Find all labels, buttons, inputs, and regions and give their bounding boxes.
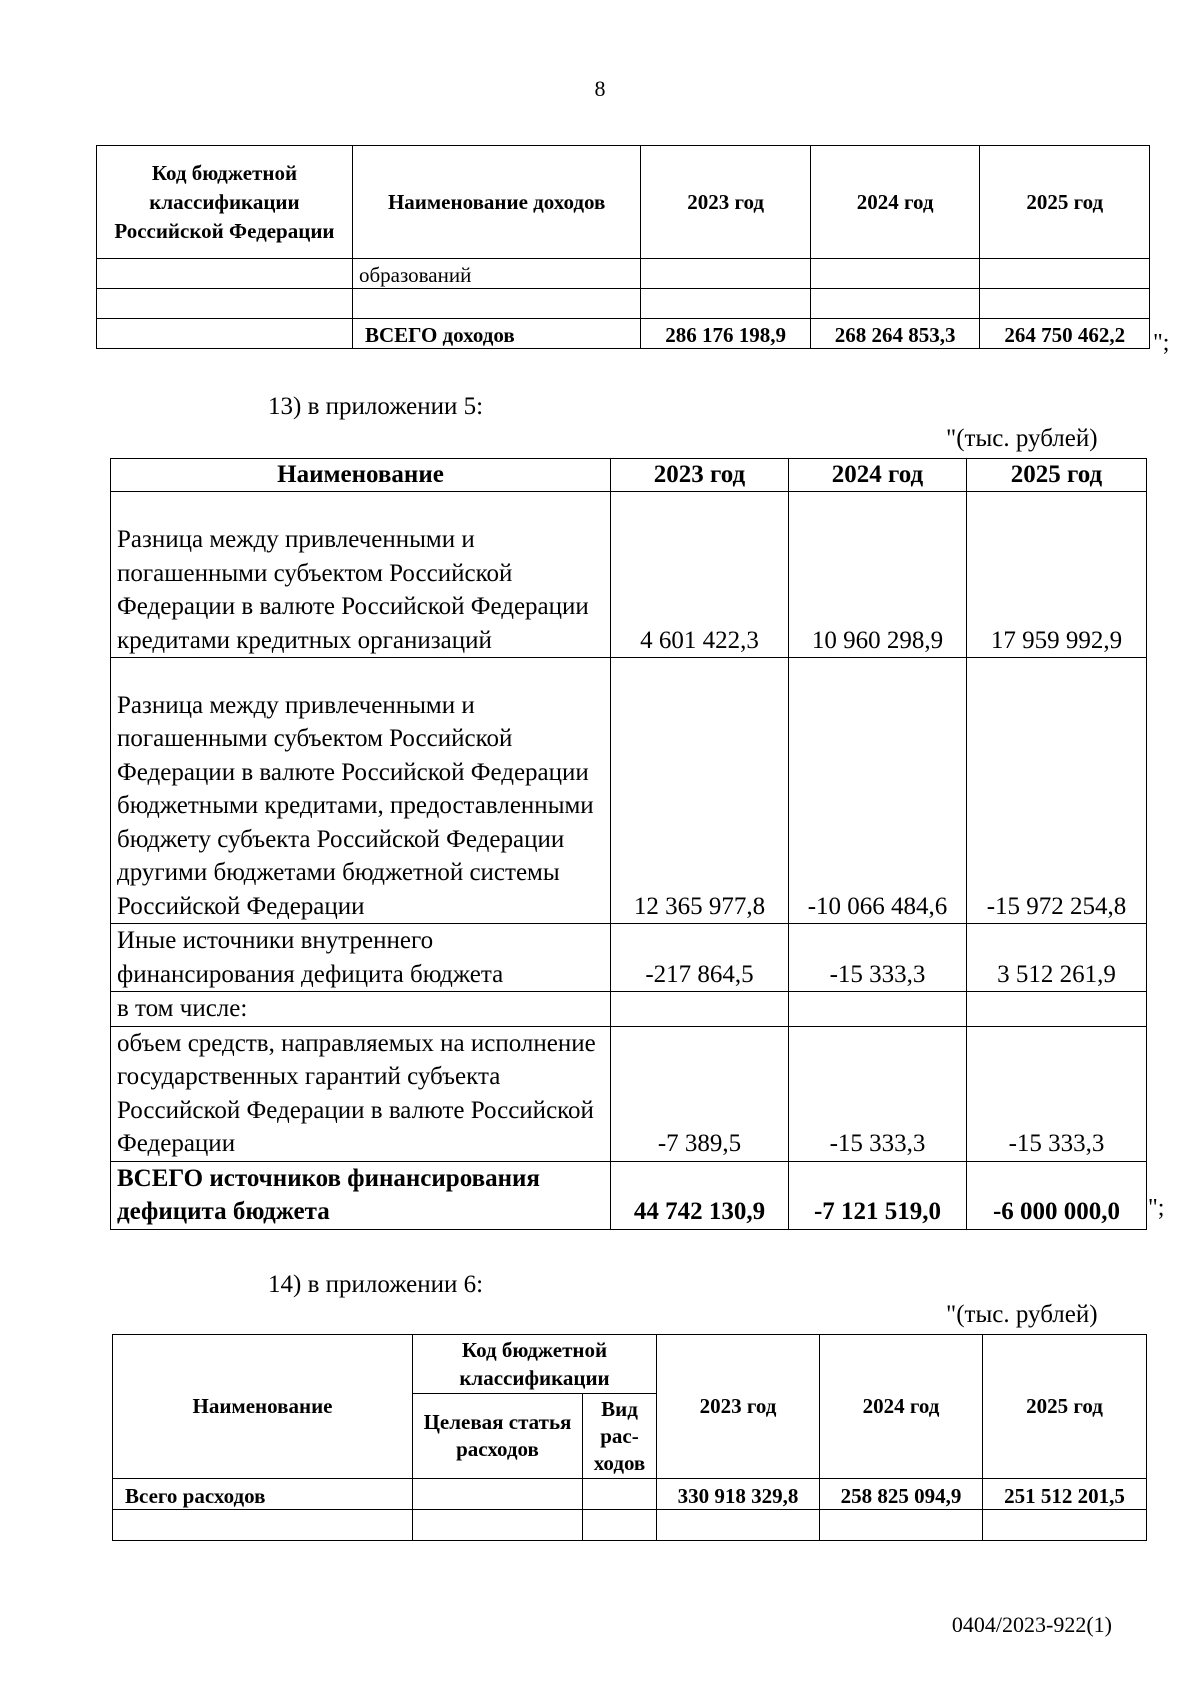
cell-name: Иные источники внутреннего финансирования дефицита бюджета xyxy=(111,924,611,992)
col-header-2025: 2025 год xyxy=(980,146,1150,259)
table-row xyxy=(97,289,1150,319)
cell-name: в том числе: xyxy=(111,992,611,1027)
col-header-2025: 2025 год xyxy=(983,1335,1147,1479)
total-label: ВСЕГО доходов xyxy=(352,319,640,349)
col-header-name: Наименование xyxy=(113,1335,413,1479)
cell-2023: -7 389,5 xyxy=(611,1026,789,1161)
cell-2025 xyxy=(980,289,1150,319)
cell-2024: -15 333,3 xyxy=(789,1026,967,1161)
expenses-table xyxy=(112,1334,1147,1541)
table-header-row xyxy=(97,146,1150,259)
cell-code xyxy=(97,319,353,349)
cell-empty xyxy=(820,1510,983,1541)
cell-empty xyxy=(983,1510,1147,1541)
col-header-2024: 2024 год xyxy=(789,459,967,492)
total-row xyxy=(113,1479,1147,1510)
section-13-unit: "(тыс. рублей) xyxy=(946,425,1098,452)
col-header-2023: 2023 год xyxy=(611,459,789,492)
cell-2025 xyxy=(967,992,1147,1027)
cell-2023: 4 601 422,3 xyxy=(611,492,789,658)
table-row xyxy=(111,658,1147,924)
revenue-table xyxy=(96,145,1150,349)
col-header-target: Целевая статья расходов xyxy=(413,1394,583,1479)
document-number: 0404/2023-922(1) xyxy=(951,1612,1112,1637)
col-header-2024: 2024 год xyxy=(810,146,980,259)
total-2025: -6 000 000,0 xyxy=(967,1161,1147,1229)
total-2023: 330 918 329,8 xyxy=(657,1479,820,1510)
total-target xyxy=(413,1479,583,1510)
table-row xyxy=(97,259,1150,289)
total-2024: -7 121 519,0 xyxy=(789,1161,967,1229)
total-2025: 251 512 201,5 xyxy=(983,1479,1147,1510)
cell-2024: -15 333,3 xyxy=(789,924,967,992)
total-row xyxy=(97,319,1150,349)
table-row xyxy=(111,1026,1147,1161)
page-number: 8 xyxy=(594,76,606,101)
cell-2025: -15 333,3 xyxy=(967,1026,1147,1161)
total-2024: 268 264 853,3 xyxy=(810,319,980,349)
cell-2023 xyxy=(611,992,789,1027)
col-header-code: Код бюджетной классификации Российской Федерации xyxy=(97,146,353,259)
cell-2024 xyxy=(810,289,980,319)
total-2025: 264 750 462,2 xyxy=(980,319,1150,349)
total-label: Всего расходов xyxy=(113,1479,413,1510)
col-header-2023: 2023 год xyxy=(657,1335,820,1479)
table-header-row xyxy=(111,459,1147,492)
col-header-2024: 2024 год xyxy=(820,1335,983,1479)
table1-end-mark: "; xyxy=(1153,330,1170,356)
cell-2024: -10 066 484,6 xyxy=(789,658,967,924)
section-13-title: 13) в приложении 5: xyxy=(268,393,484,420)
section-14-title: 14) в приложении 6: xyxy=(268,1271,484,1298)
cell-2023: -217 864,5 xyxy=(611,924,789,992)
cell-2025: 3 512 261,9 xyxy=(967,924,1147,992)
cell-empty xyxy=(583,1510,657,1541)
financing-sources-table xyxy=(110,458,1147,1230)
col-header-name: Наименование доходов xyxy=(352,146,640,259)
table-row xyxy=(113,1510,1147,1541)
cell-2024 xyxy=(789,992,967,1027)
col-header-2025: 2025 год xyxy=(967,459,1147,492)
cell-name: Разница между привлеченными и погашенными субъектом Российской Федерации в валюте Российской Федерации кредитами кредитных организаций xyxy=(111,492,611,658)
total-label: ВСЕГО источников финансирования дефицита бюджета xyxy=(111,1161,611,1229)
col-header-kind: Вид рас- ходов xyxy=(583,1394,657,1479)
table-row xyxy=(111,924,1147,992)
table2-end-mark: "; xyxy=(1148,1195,1165,1221)
cell-2023 xyxy=(641,259,811,289)
cell-2023 xyxy=(641,289,811,319)
col-header-2023: 2023 год xyxy=(641,146,811,259)
col-header-code-group: Код бюджетной классификации xyxy=(413,1335,657,1394)
cell-code xyxy=(97,259,353,289)
cell-2024 xyxy=(810,259,980,289)
total-2023: 286 176 198,9 xyxy=(641,319,811,349)
cell-empty xyxy=(413,1510,583,1541)
cell-2024: 10 960 298,9 xyxy=(789,492,967,658)
cell-empty xyxy=(113,1510,413,1541)
cell-name: объем средств, направляемых на исполнение государственных гарантий субъекта Российской Федерации в валюте Российской Федерации xyxy=(111,1026,611,1161)
section-14-unit: "(тыс. рублей) xyxy=(946,1301,1098,1328)
cell-name: Разница между привлеченными и погашенными субъектом Российской Федерации в валюте Российской Федерации бюджетными кредитами, предоставленными бюджету субъекта Российской Федерации другими бюджетами бюджетной системы Российской Федерации xyxy=(111,658,611,924)
table-header-row xyxy=(113,1335,1147,1394)
table-row xyxy=(111,992,1147,1027)
cell-name xyxy=(352,289,640,319)
cell-name: образований xyxy=(352,259,640,289)
cell-2023: 12 365 977,8 xyxy=(611,658,789,924)
total-2024: 258 825 094,9 xyxy=(820,1479,983,1510)
cell-2025: -15 972 254,8 xyxy=(967,658,1147,924)
total-2023: 44 742 130,9 xyxy=(611,1161,789,1229)
table-row xyxy=(111,492,1147,658)
total-row xyxy=(111,1161,1147,1229)
cell-empty xyxy=(657,1510,820,1541)
cell-2025: 17 959 992,9 xyxy=(967,492,1147,658)
cell-2025 xyxy=(980,259,1150,289)
cell-code xyxy=(97,289,353,319)
total-kind xyxy=(583,1479,657,1510)
col-header-name: Наименование xyxy=(111,459,611,492)
